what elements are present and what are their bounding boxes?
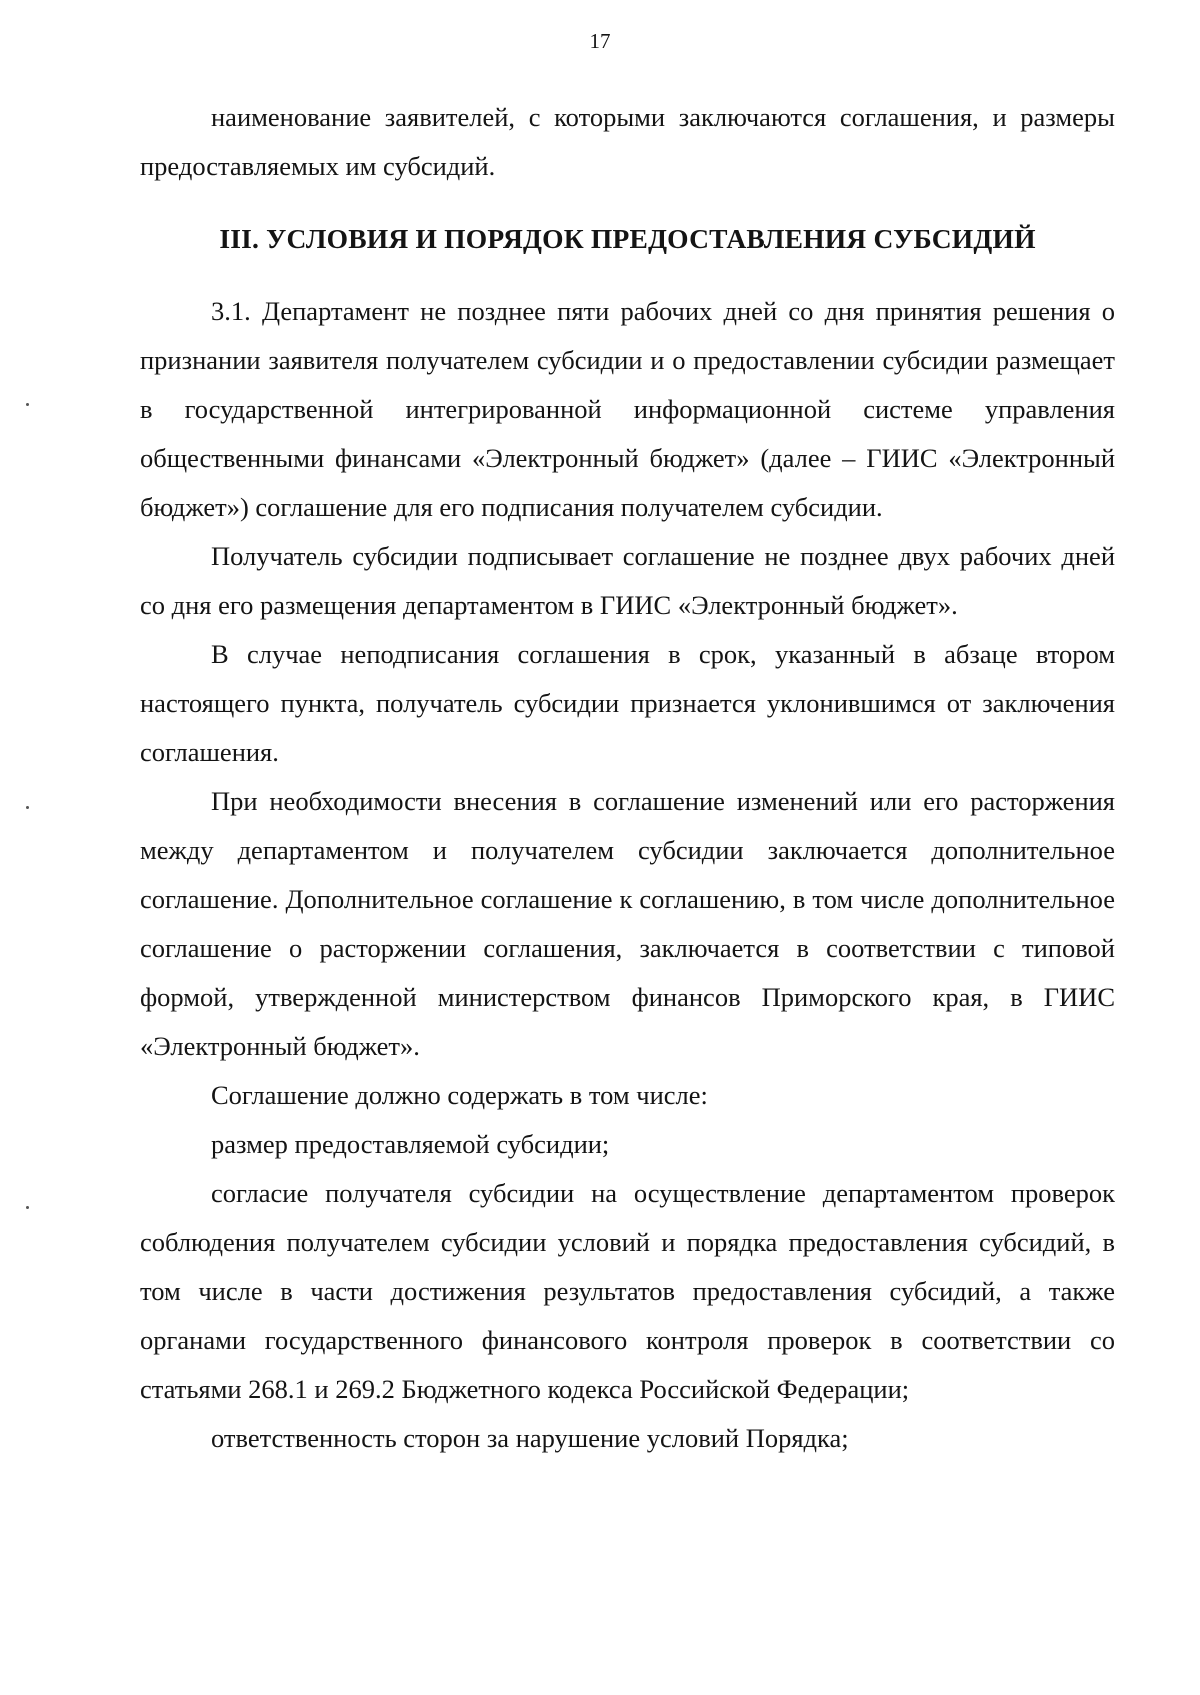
section-heading: III. УСЛОВИЯ И ПОРЯДОК ПРЕДОСТАВЛЕНИЯ СУБСИДИЙ <box>219 223 1036 254</box>
paragraph-continued: наименование заявителей, с которыми заключаются соглашения, и размеры предоставляемых им субсидий. <box>140 102 1115 181</box>
list-item-inspection-consent: согласие получателя субсидии на осуществление департаментом проверок соблюдения получателем субсидии условий и порядка предоставления субсидий, в том числе в части достижения результатов предоставления субсидий, а также органами государственного финансового контроля проверок в соответствии со статьями 268.1 и 269.2 Бюджетного кодекса Российской Федерации; <box>140 1178 1115 1404</box>
list-item-liability: ответственность сторон за нарушение условий Порядка; <box>211 1423 849 1453</box>
paragraph-3-1: 3.1. Департамент не позднее пяти рабочих дней со дня принятия решения о признании заявителя получателем субсидии и о предоставлении субсидии размещает в государственной интегрированной информационной системе управления общественными финансами «Электронный бюджет» (далее – ГИИС «Электронный бюджет») соглашение для его подписания получателем субсидии. <box>140 296 1115 522</box>
page-number: 17 <box>589 29 611 53</box>
scan-speck <box>26 403 29 406</box>
list-item-subsidy-amount: размер предоставляемой субсидии; <box>211 1129 610 1159</box>
document-body <box>140 93 1115 1463</box>
paragraph-unsigned-agreement: В случае неподписания соглашения в срок, указанный в абзаце втором настоящего пункта, получатель субсидии признается уклонившимся от заключения соглашения. <box>140 639 1115 767</box>
paragraph-additional-agreement: При необходимости внесения в соглашение изменений или его расторжения между департаментом и получателем субсидии заключается дополнительное соглашение. Дополнительное соглашение к соглашению, в том числе дополнительное соглашение о расторжении соглашения, заключается в соответствии с типовой формой, утвержденной министерством финансов Приморского края, в ГИИС «Электронный бюджет». <box>140 786 1115 1061</box>
paragraph-agreement-contents: Соглашение должно содержать в том числе: <box>211 1080 708 1110</box>
scan-speck <box>26 806 29 809</box>
scan-speck <box>26 1206 29 1209</box>
paragraph-signing-deadline: Получатель субсидии подписывает соглашение не позднее двух рабочих дней со дня его размещения департаментом в ГИИС «Электронный бюджет». <box>140 541 1115 620</box>
